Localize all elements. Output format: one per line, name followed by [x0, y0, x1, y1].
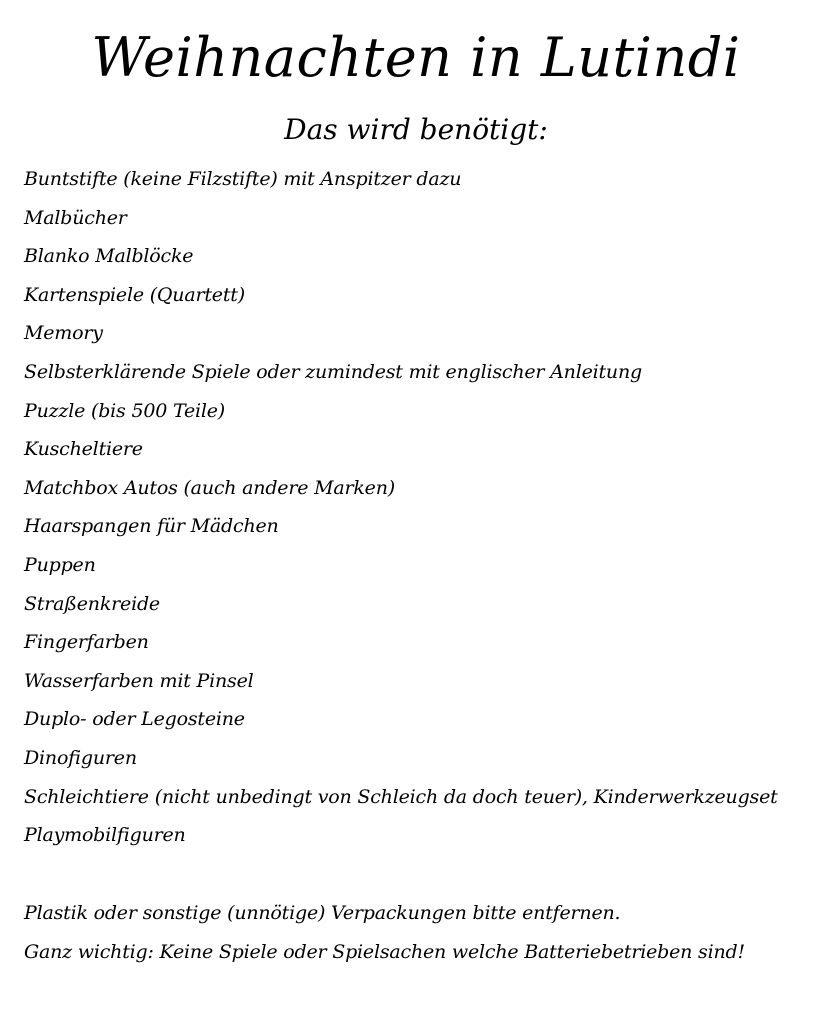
list-item: Straßenkreide — [24, 592, 160, 615]
list-item: Blanko Malblöcke — [24, 245, 194, 268]
list-item: Playmobilfiguren — [24, 824, 186, 847]
list-item: Duplo- oder Legosteine — [24, 708, 245, 731]
list-item: Malbücher — [24, 206, 127, 229]
list-item: Selbsterklärende Spiele oder zumindest mit englischer Anleitung — [24, 360, 642, 383]
notes-section — [24, 894, 824, 971]
list-item: Fingerfarben — [24, 631, 149, 654]
page-title: Weihnachten in Lutindi — [91, 26, 741, 89]
list-item: Buntstifte (keine Filzstifte) mit Anspitzer dazu — [24, 168, 462, 190]
packaging-note: Plastik oder sonstige (unnötige) Verpackungen bitte entfernen. — [24, 902, 621, 924]
list-item: Haarspangen für Mädchen — [24, 515, 279, 538]
list-item: Matchbox Autos (auch andere Marken) — [24, 476, 395, 499]
battery-warning-note: Ganz wichtig: Keine Spiele oder Spielsachen welche Batteriebetrieben sind! — [24, 940, 745, 963]
list-item: Kuscheltiere — [24, 438, 143, 461]
list-item: Memory — [24, 322, 103, 345]
list-item: Kartenspiele (Quartett) — [24, 283, 245, 306]
list-item: Puppen — [24, 553, 96, 576]
list-item: Dinofiguren — [24, 746, 137, 769]
list-item: Puzzle (bis 500 Teile) — [24, 399, 226, 422]
list-item: Wasserfarben mit Pinsel — [24, 669, 254, 692]
page-subtitle: Das wird benötigt: — [284, 113, 548, 146]
needed-items-list — [24, 160, 824, 855]
list-item: Schleichtiere (nicht unbedingt von Schleich da doch teuer), Kinderwerkzeugset — [24, 785, 778, 808]
